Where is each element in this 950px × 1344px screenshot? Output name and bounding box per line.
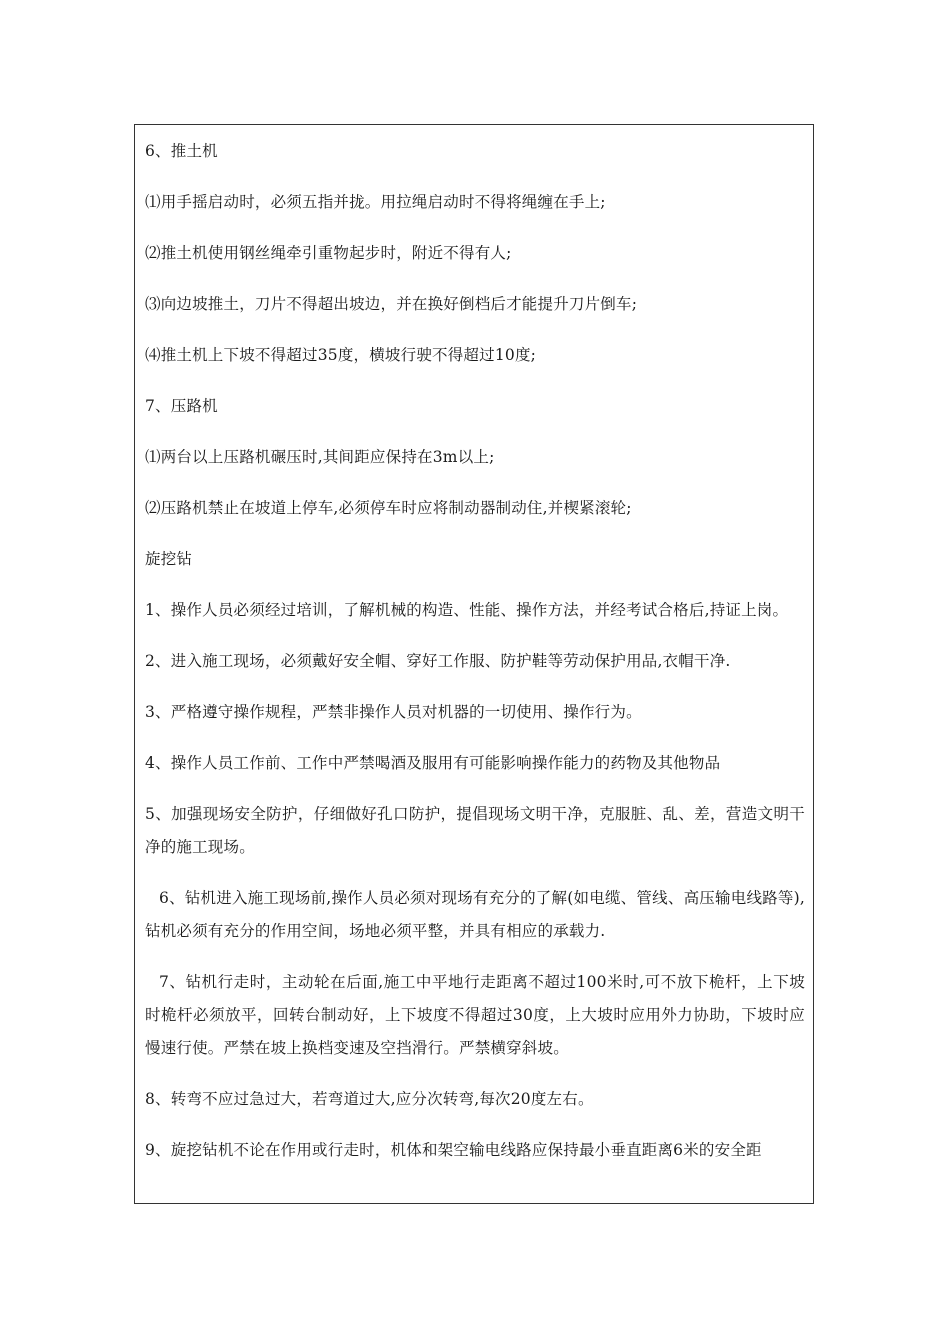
- drill-rule-8: 8、转弯不应过急过大，若弯道过大,应分次转弯,每次20度左右。: [145, 1090, 594, 1108]
- drill-rule-5: 5、加强现场安全防护，仔细做好孔口防护，提倡现场文明干净，克服脏、乱、差，营造文明干净的施工现场。: [145, 805, 805, 856]
- drill-rule-6: 6、钻机进入施工现场前,操作人员必须对现场有充分的了解(如电缆、管线、高压输电线路等),钻机必须有充分的作用空间，场地必须平整，并具有相应的承载力.: [145, 889, 805, 940]
- bulldozer-rule-2: ⑵推土机使用钢丝绳牵引重物起步时，附近不得有人;: [145, 244, 512, 262]
- drill-rule-3: 3、严格遵守操作规程，严禁非操作人员对机器的一切使用、操作行为。: [145, 703, 642, 721]
- drill-rule-9: 9、旋挖钻机不论在作用或行走时，机体和架空输电线路应保持最小垂直距离6米的安全距: [145, 1141, 762, 1159]
- bulldozer-rule-3: ⑶向边坡推土，刀片不得超出坡边，并在换好倒档后才能提升刀片倒车;: [145, 295, 638, 313]
- section-heading-bulldozer: 6、推土机: [145, 142, 218, 160]
- document-body: [145, 135, 805, 1167]
- bulldozer-rule-1: ⑴用手摇启动时，必须五指并拢。用拉绳启动时不得将绳缠在手上;: [145, 193, 606, 211]
- roller-rule-1: ⑴两台以上压路机碾压时,其间距应保持在3m以上;: [145, 448, 495, 466]
- drill-rule-7: 7、钻机行走时，主动轮在后面,施工中平地行走距离不超过100米时,可不放下桅杆，上下坡时桅杆必须放平，回转台制动好，上下坡度不得超过30度，上大坡时应用外力协助，下坡时应慢速行使。严禁在坡上换档变速及空挡滑行。严禁横穿斜坡。: [145, 973, 805, 1057]
- document-table-cell: [134, 124, 814, 1204]
- section-heading-roller: 7、压路机: [145, 397, 218, 415]
- roller-rule-2: ⑵压路机禁止在坡道上停车,必须停车时应将制动器制动住,并楔紧滚轮;: [145, 499, 632, 517]
- drill-rule-1: 1、操作人员必须经过培训，了解机械的构造、性能、操作方法，并经考试合格后,持证上岗。: [145, 601, 789, 619]
- drill-rule-2: 2、进入施工现场，必须戴好安全帽、穿好工作服、防护鞋等劳动保护用品,衣帽干净.: [145, 652, 731, 670]
- section-heading-rotary-drill: 旋挖钻: [145, 550, 193, 568]
- bulldozer-rule-4: ⑷推土机上下坡不得超过35度，横坡行驶不得超过10度;: [145, 346, 537, 364]
- drill-rule-4: 4、操作人员工作前、工作中严禁喝酒及服用有可能影响操作能力的药物及其他物品: [145, 754, 721, 772]
